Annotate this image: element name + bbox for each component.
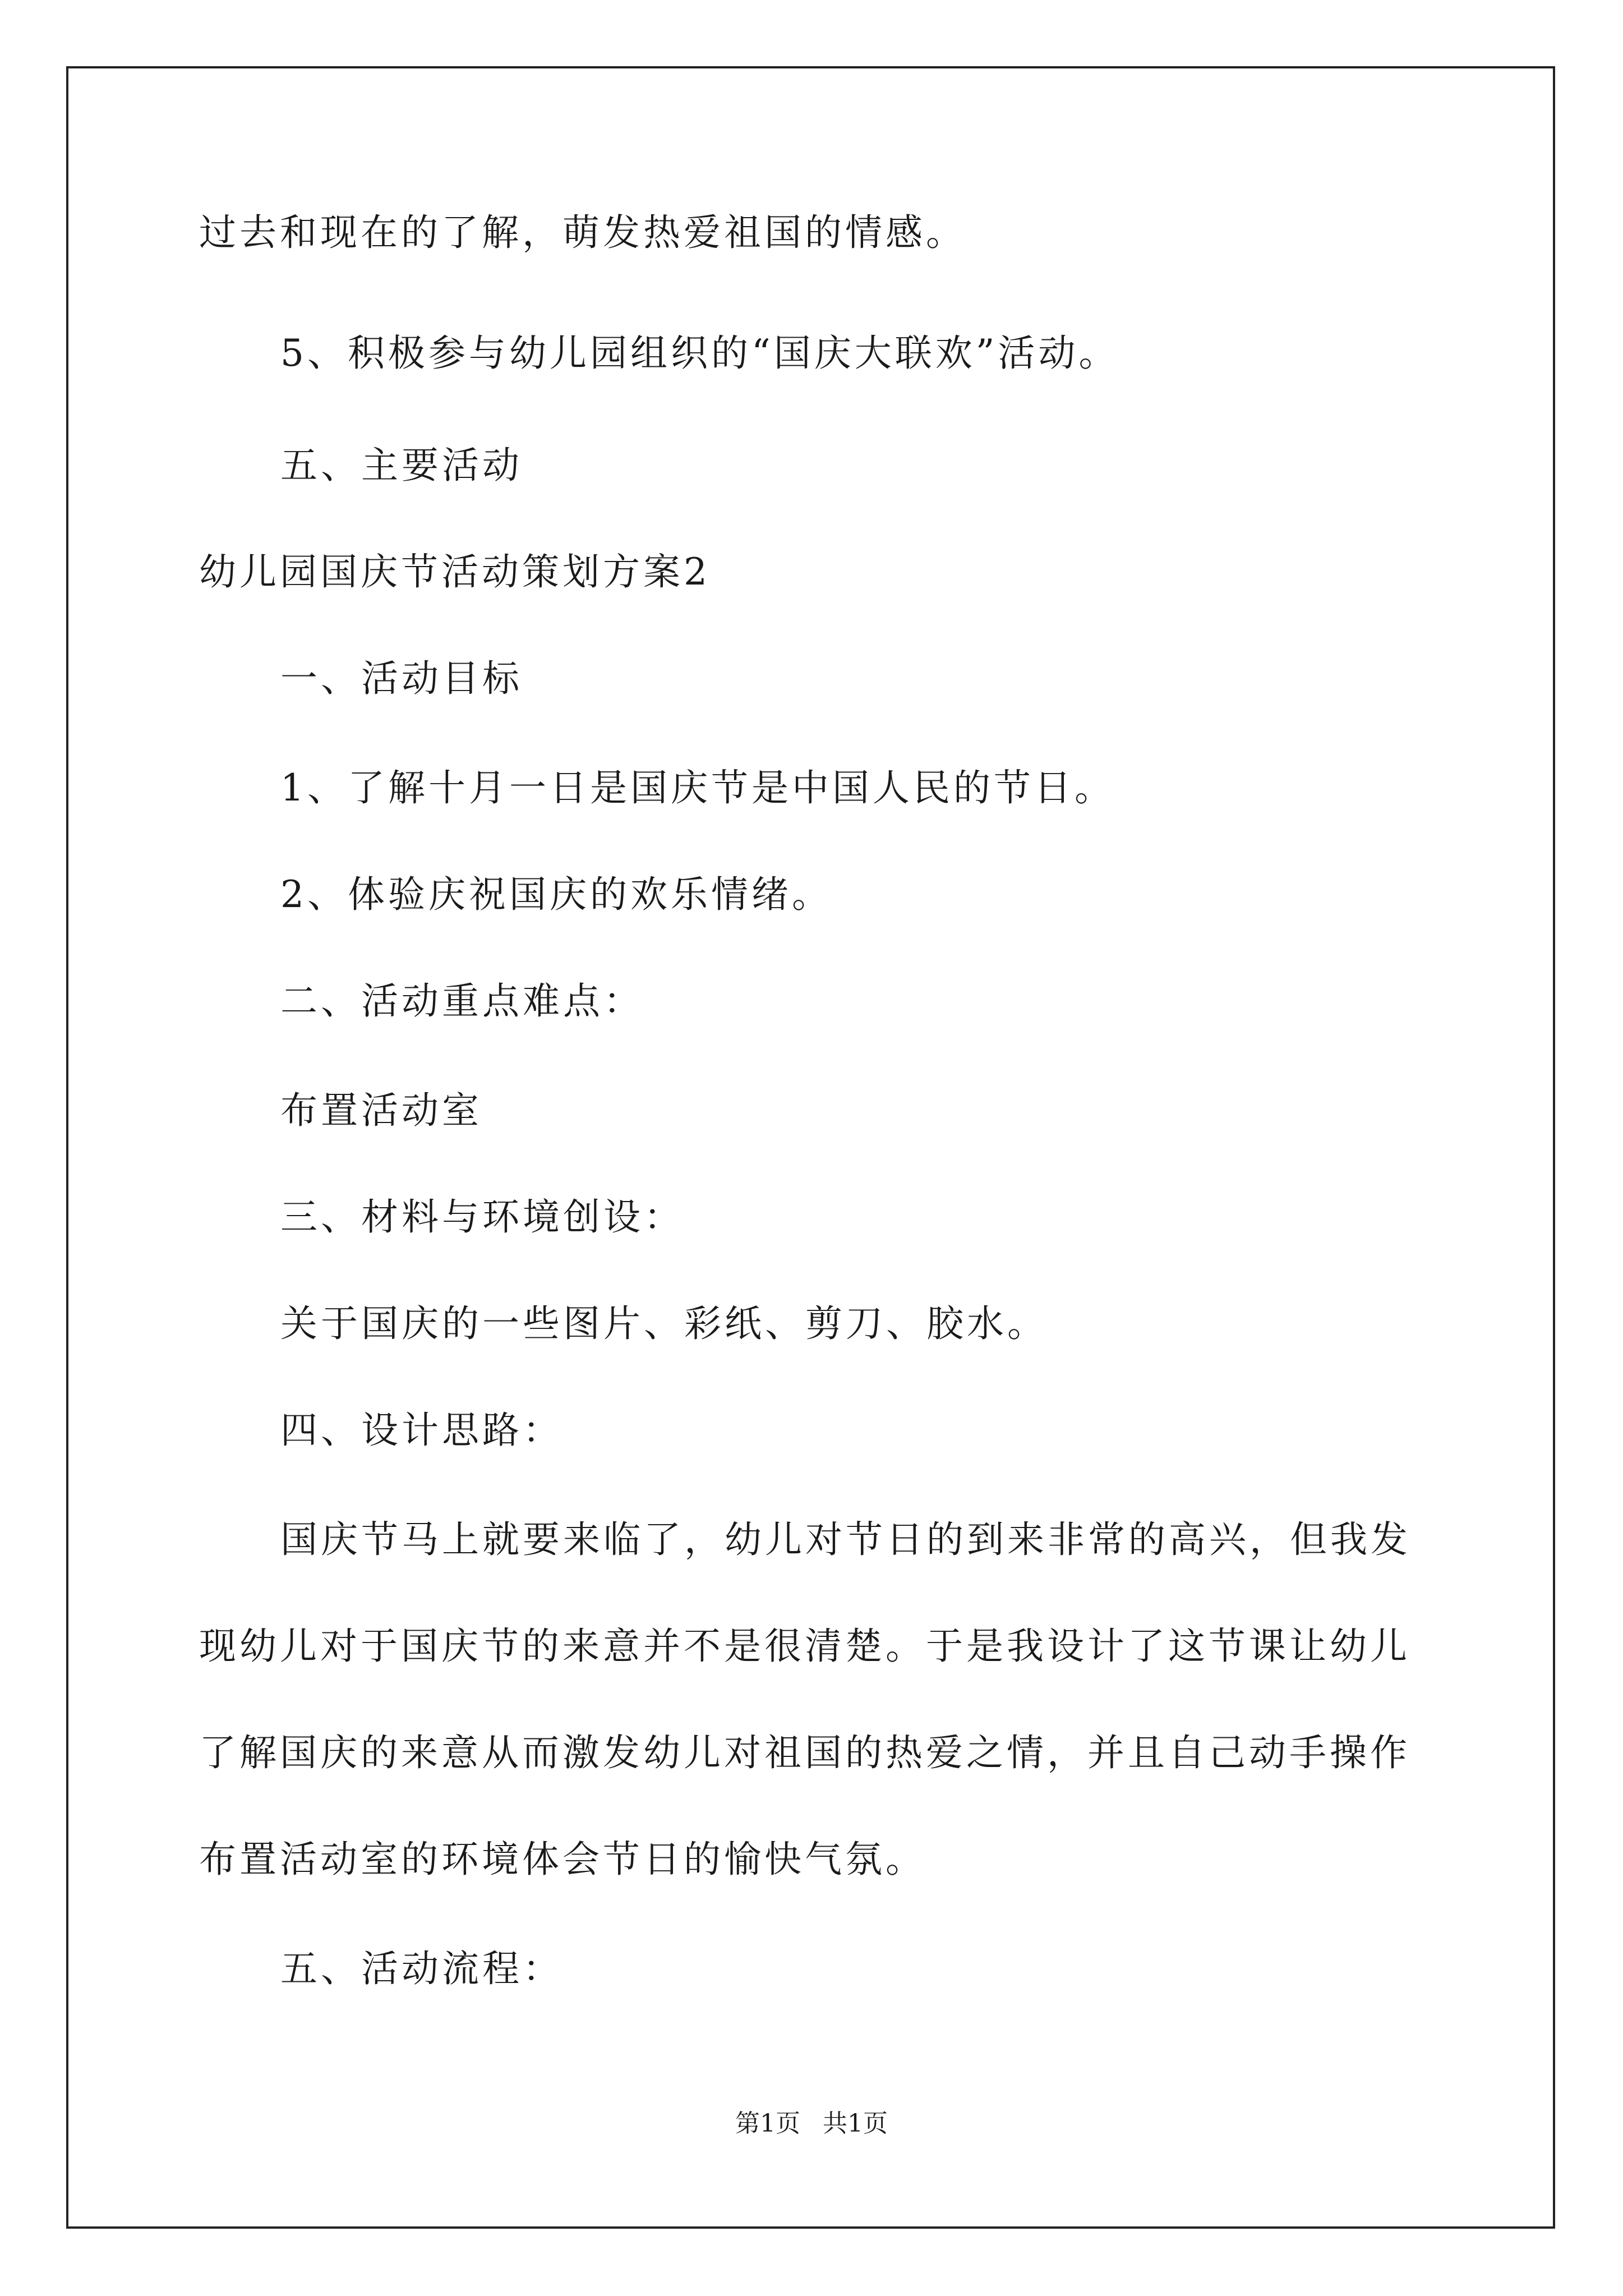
list-item: 5、积极参与幼儿园组织的“国庆大联欢”活动。 <box>280 332 1119 375</box>
section-heading: 一、活动目标 <box>280 657 523 700</box>
page-number: 第1页 <box>735 2109 800 2138</box>
section-heading: 五、活动流程： <box>280 1947 563 1990</box>
body-text-line: 布置活动室的环境体会节日的愉快气氛。 <box>199 1838 926 1881</box>
page-footer <box>0 2108 1623 2139</box>
body-text-line: 现幼儿对于国庆节的来意并不是很清楚。于是我设计了这节课让幼儿 <box>199 1625 1410 1668</box>
section-heading: 四、设计思路： <box>280 1409 563 1452</box>
body-text-line: 关于国庆的一些图片、彩纸、剪刀、胶水。 <box>280 1302 1048 1345</box>
body-text-line: 布置活动室 <box>280 1089 482 1132</box>
list-item: 1、了解十月一日是国庆节是中国人民的节日。 <box>280 766 1115 809</box>
list-item: 2、体验庆祝国庆的欢乐情绪。 <box>280 873 832 916</box>
body-text-line: 过去和现在的了解，萌发热爱祖国的情感。 <box>199 211 966 254</box>
body-text-line: 国庆节马上就要来临了，幼儿对节日的到来非常的高兴，但我发 <box>280 1518 1411 1561</box>
page-border <box>66 66 1555 2229</box>
page-total: 共1页 <box>823 2109 888 2138</box>
document-title: 幼儿园国庆节活动策划方案2 <box>199 550 711 593</box>
section-heading: 二、活动重点难点： <box>280 979 644 1023</box>
section-heading: 三、材料与环境创设： <box>280 1195 684 1239</box>
section-heading: 五、主要活动 <box>280 444 523 487</box>
body-text-line: 了解国庆的来意从而激发幼儿对祖国的热爱之情，并且自己动手操作 <box>199 1731 1410 1774</box>
